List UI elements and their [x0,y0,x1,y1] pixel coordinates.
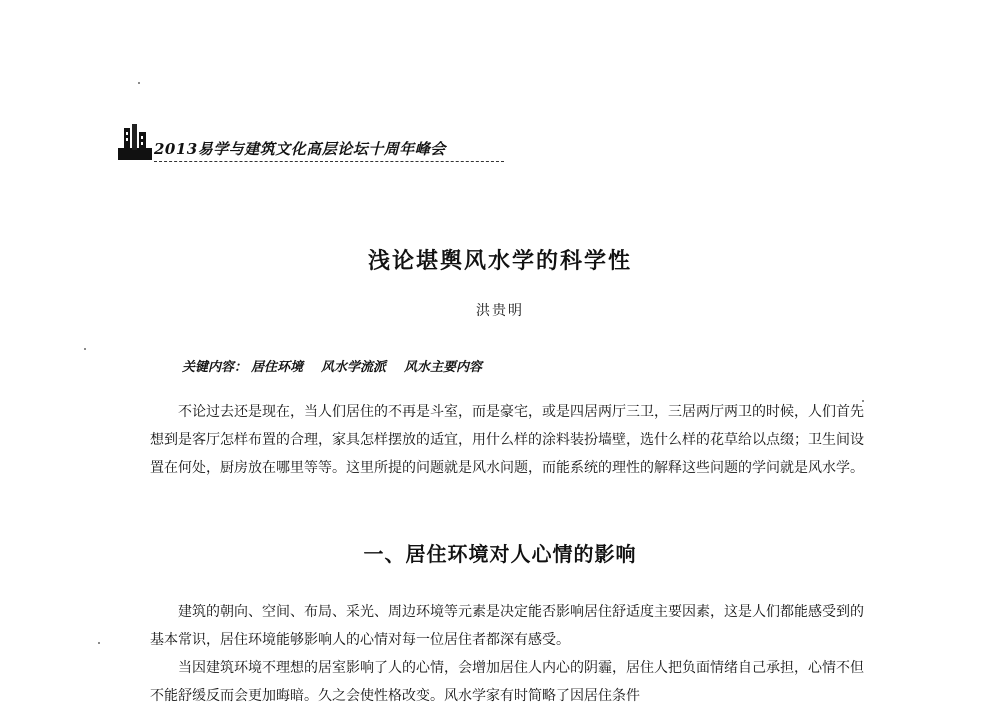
author-name: 洪贵明 [476,303,524,319]
keywords-line [182,356,500,375]
keywords-label: 关键内容： [182,360,248,375]
conference-title: 2013易学与建筑文化高层论坛十周年峰会 [154,140,446,158]
keyword: 风水学流派 [321,360,387,375]
body-paragraph: 建筑的朝向、空间、布局、采光、周边环境等元素是决定能否影响居住舒适度主要因素，这是人们都能感受到的基本常识，居住环境能够影响人的心情对每一位居住者都深有感受。 [150,604,864,648]
building-logo-icon [118,124,152,160]
scan-speck [84,348,86,350]
scan-speck [138,82,140,84]
keyword: 风水主要内容 [404,360,483,375]
section-heading: 一、居住环境对人心情的影响 [363,542,637,566]
article-title: 浅论堪舆风水学的科学性 [367,248,632,274]
body-paragraph: 当因建筑环境不理想的居室影响了人的心情，会增加居住人内心的阴霾，居住人把负面情绪自己承担，心情不但不能舒缓反而会更加晦暗。久之会使性格改变。风水学家有时简略了因居住条件 [150,660,864,704]
body-paragraph: 不论过去还是现在，当人们居住的不再是斗室，而是豪宅，或是四居两厅三卫，三居两厅两卫的时候，人们首先想到是客厅怎样布置的合理，家具怎样摆放的适宜，用什么样的涂料装扮墙壁，选什么样的花草给以点缀；卫生间设置在何处，厨房放在哪里等等。这里所提的问题就是风水问题，而能系统的理性的解释这些问题的学问就是风水学。 [150,404,864,476]
header-divider [154,161,504,162]
keyword: 居住环境 [251,360,304,375]
scan-speck [98,642,100,644]
conference-header [118,124,508,164]
